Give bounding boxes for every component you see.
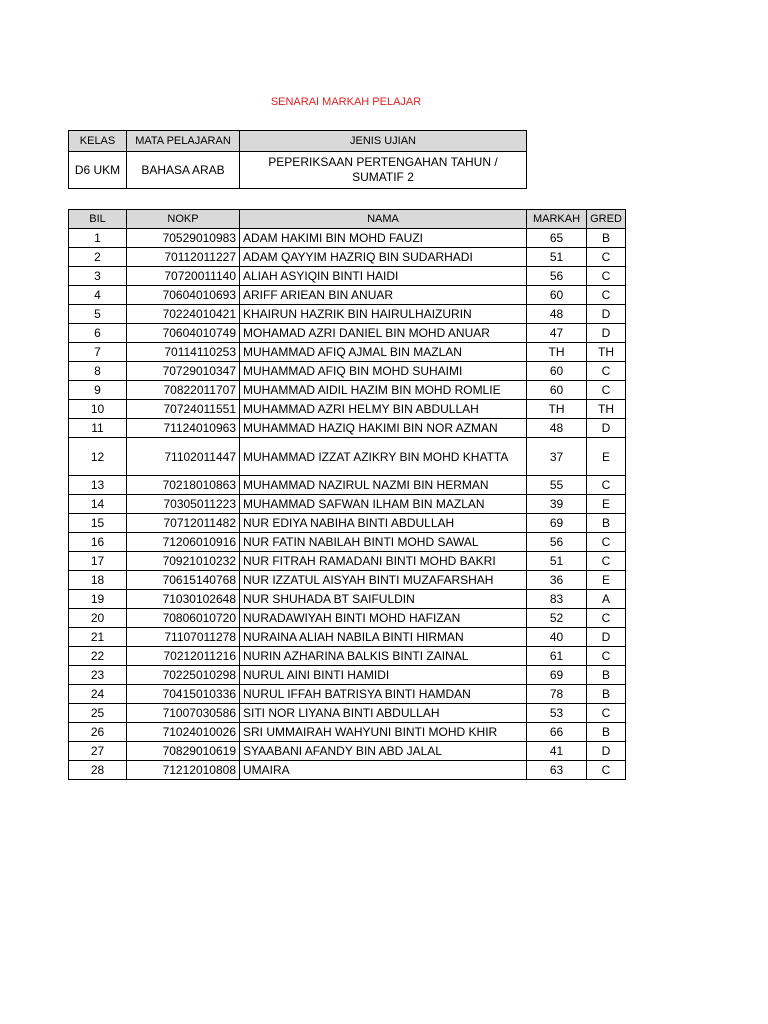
page-title: SENARAI MARKAH PELAJAR — [270, 96, 422, 108]
markah-cell: 37 — [527, 438, 587, 476]
markah-cell: 41 — [527, 742, 587, 761]
table-row — [69, 647, 626, 666]
gred-cell: B — [587, 685, 626, 704]
nama-cell: MUHAMMAD HAZIQ HAKIMI BIN NOR AZMAN — [240, 419, 527, 438]
nama-cell: ALIAH ASYIQIN BINTI HAIDI — [240, 267, 527, 286]
table-row — [69, 229, 626, 248]
bil-cell: 2 — [69, 248, 127, 267]
table-row — [69, 419, 626, 438]
nokp-cell: 70724011551 — [127, 400, 240, 419]
bil-cell: 17 — [69, 552, 127, 571]
table-row — [69, 704, 626, 723]
markah-cell: 53 — [527, 704, 587, 723]
bil-cell: 16 — [69, 533, 127, 552]
nokp-cell: 70822011707 — [127, 381, 240, 400]
nokp-cell: 70720011140 — [127, 267, 240, 286]
header-nama: NAMA — [240, 210, 527, 229]
table-row — [69, 571, 626, 590]
gred-cell: E — [587, 495, 626, 514]
nokp-cell: 71206010916 — [127, 533, 240, 552]
nama-cell: SITI NOR LIYANA BINTI ABDULLAH — [240, 704, 527, 723]
nokp-cell: 70112011227 — [127, 248, 240, 267]
table-row — [69, 590, 626, 609]
nama-cell: KHAIRUN HAZRIK BIN HAIRULHAIZURIN — [240, 305, 527, 324]
nama-cell: MOHAMAD AZRI DANIEL BIN MOHD ANUAR — [240, 324, 527, 343]
gred-cell: TH — [587, 343, 626, 362]
info-value-row — [69, 152, 527, 189]
nama-cell: ARIFF ARIEAN BIN ANUAR — [240, 286, 527, 305]
bil-cell: 19 — [69, 590, 127, 609]
gred-cell: B — [587, 666, 626, 685]
bil-cell: 10 — [69, 400, 127, 419]
nama-cell: NURAINA ALIAH NABILA BINTI HIRMAN — [240, 628, 527, 647]
markah-cell: 40 — [527, 628, 587, 647]
bil-cell: 23 — [69, 666, 127, 685]
bil-cell: 6 — [69, 324, 127, 343]
table-row — [69, 267, 626, 286]
nama-cell: NUR SHUHADA BT SAIFULDIN — [240, 590, 527, 609]
table-row — [69, 514, 626, 533]
bil-cell: 27 — [69, 742, 127, 761]
table-row — [69, 609, 626, 628]
nama-cell: SYAABANI AFANDY BIN ABD JALAL — [240, 742, 527, 761]
gred-cell: C — [587, 248, 626, 267]
table-row — [69, 628, 626, 647]
gred-cell: C — [587, 704, 626, 723]
bil-cell: 24 — [69, 685, 127, 704]
gred-cell: E — [587, 438, 626, 476]
nokp-cell: 70712011482 — [127, 514, 240, 533]
markah-cell: 60 — [527, 381, 587, 400]
gred-cell: D — [587, 305, 626, 324]
bil-cell: 14 — [69, 495, 127, 514]
markah-cell: 78 — [527, 685, 587, 704]
nama-cell: MUHAMMAD SAFWAN ILHAM BIN MAZLAN — [240, 495, 527, 514]
nama-cell: MUHAMMAD AFIQ AJMAL BIN MAZLAN — [240, 343, 527, 362]
bil-cell: 7 — [69, 343, 127, 362]
gred-cell: C — [587, 533, 626, 552]
gred-cell: D — [587, 419, 626, 438]
markah-cell: 55 — [527, 476, 587, 495]
marks-header-row — [69, 210, 626, 229]
markah-cell: 66 — [527, 723, 587, 742]
nama-cell: NURADAWIYAH BINTI MOHD HAFIZAN — [240, 609, 527, 628]
table-row — [69, 685, 626, 704]
nokp-cell: 70921010232 — [127, 552, 240, 571]
table-row — [69, 438, 626, 476]
bil-cell: 9 — [69, 381, 127, 400]
nama-cell: MUHAMMAD NAZIRUL NAZMI BIN HERMAN — [240, 476, 527, 495]
nama-cell: NUR IZZATUL AISYAH BINTI MUZAFARSHAH — [240, 571, 527, 590]
nokp-cell: 70729010347 — [127, 362, 240, 381]
bil-cell: 15 — [69, 514, 127, 533]
header-gred: GRED — [587, 210, 626, 229]
markah-cell: 48 — [527, 305, 587, 324]
gred-cell: B — [587, 514, 626, 533]
bil-cell: 3 — [69, 267, 127, 286]
bil-cell: 22 — [69, 647, 127, 666]
nokp-cell: 70305011223 — [127, 495, 240, 514]
nama-cell: MUHAMMAD AZRI HELMY BIN ABDULLAH — [240, 400, 527, 419]
table-row — [69, 533, 626, 552]
gred-cell: D — [587, 742, 626, 761]
table-row — [69, 552, 626, 571]
markah-cell: 36 — [527, 571, 587, 590]
gred-cell: C — [587, 381, 626, 400]
nama-cell: MUHAMMAD AIDIL HAZIM BIN MOHD ROMLIE — [240, 381, 527, 400]
bil-cell: 5 — [69, 305, 127, 324]
header-kelas: KELAS — [69, 131, 127, 152]
nokp-cell: 71212010808 — [127, 761, 240, 780]
nama-cell: NURUL IFFAH BATRISYA BINTI HAMDAN — [240, 685, 527, 704]
markah-cell: 69 — [527, 666, 587, 685]
gred-cell: C — [587, 286, 626, 305]
gred-cell: C — [587, 267, 626, 286]
header-mata-pelajaran: MATA PELAJARAN — [127, 131, 240, 152]
nokp-cell: 71030102648 — [127, 590, 240, 609]
nama-cell: ADAM QAYYIM HAZRIQ BIN SUDARHADI — [240, 248, 527, 267]
bil-cell: 12 — [69, 438, 127, 476]
bil-cell: 8 — [69, 362, 127, 381]
nokp-cell: 71102011447 — [127, 438, 240, 476]
table-row — [69, 362, 626, 381]
bil-cell: 4 — [69, 286, 127, 305]
table-row — [69, 400, 626, 419]
header-jenis-ujian: JENIS UJIAN — [240, 131, 527, 152]
markah-cell: 60 — [527, 362, 587, 381]
nama-cell: ADAM HAKIMI BIN MOHD FAUZI — [240, 229, 527, 248]
nama-cell: MUHAMMAD IZZAT AZIKRY BIN MOHD KHATTA — [240, 438, 527, 476]
markah-cell: 39 — [527, 495, 587, 514]
bil-cell: 26 — [69, 723, 127, 742]
gred-cell: TH — [587, 400, 626, 419]
table-row — [69, 495, 626, 514]
markah-cell: 69 — [527, 514, 587, 533]
nokp-cell: 71107011278 — [127, 628, 240, 647]
bil-cell: 11 — [69, 419, 127, 438]
bil-cell: 18 — [69, 571, 127, 590]
nokp-cell: 70212011216 — [127, 647, 240, 666]
nokp-cell: 70218010863 — [127, 476, 240, 495]
nokp-cell: 70604010749 — [127, 324, 240, 343]
nokp-cell: 70806010720 — [127, 609, 240, 628]
markah-cell: TH — [527, 343, 587, 362]
info-header-row — [69, 131, 527, 152]
markah-cell: TH — [527, 400, 587, 419]
nokp-cell: 70529010983 — [127, 229, 240, 248]
header-bil: BIL — [69, 210, 127, 229]
markah-cell: 51 — [527, 552, 587, 571]
nama-cell: NURUL AINI BINTI HAMIDI — [240, 666, 527, 685]
nokp-cell: 70114110253 — [127, 343, 240, 362]
markah-cell: 56 — [527, 267, 587, 286]
nama-cell: NUR FATIN NABILAH BINTI MOHD SAWAL — [240, 533, 527, 552]
bil-cell: 28 — [69, 761, 127, 780]
table-row — [69, 343, 626, 362]
markah-cell: 61 — [527, 647, 587, 666]
gred-cell: E — [587, 571, 626, 590]
markah-cell: 48 — [527, 419, 587, 438]
table-row — [69, 666, 626, 685]
nokp-cell: 70615140768 — [127, 571, 240, 590]
bil-cell: 25 — [69, 704, 127, 723]
markah-cell: 65 — [527, 229, 587, 248]
gred-cell: D — [587, 628, 626, 647]
gred-cell: B — [587, 723, 626, 742]
nokp-cell: 71124010963 — [127, 419, 240, 438]
header-markah: MARKAH — [527, 210, 587, 229]
nokp-cell: 70829010619 — [127, 742, 240, 761]
nokp-cell: 70224010421 — [127, 305, 240, 324]
nama-cell: NURIN AZHARINA BALKIS BINTI ZAINAL — [240, 647, 527, 666]
table-row — [69, 286, 626, 305]
markah-cell: 47 — [527, 324, 587, 343]
marks-table — [68, 209, 626, 780]
markah-cell: 83 — [527, 590, 587, 609]
nama-cell: MUHAMMAD AFIQ BIN MOHD SUHAIMI — [240, 362, 527, 381]
gred-cell: A — [587, 590, 626, 609]
table-row — [69, 248, 626, 267]
kelas-value: D6 UKM — [69, 152, 127, 189]
table-row — [69, 723, 626, 742]
bil-cell: 13 — [69, 476, 127, 495]
gred-cell: C — [587, 609, 626, 628]
gred-cell: B — [587, 229, 626, 248]
info-table — [68, 130, 527, 189]
jenis-ujian-value: PEPERIKSAAN PERTENGAHAN TAHUN / SUMATIF 2 — [240, 152, 527, 189]
table-row — [69, 761, 626, 780]
table-row — [69, 381, 626, 400]
markah-cell: 56 — [527, 533, 587, 552]
header-nokp: NOKP — [127, 210, 240, 229]
marks-body — [69, 229, 626, 780]
nokp-cell: 70415010336 — [127, 685, 240, 704]
nama-cell: NUR EDIYA NABIHA BINTI ABDULLAH — [240, 514, 527, 533]
nokp-cell: 70225010298 — [127, 666, 240, 685]
gred-cell: D — [587, 324, 626, 343]
nama-cell: SRI UMMAIRAH WAHYUNI BINTI MOHD KHIR — [240, 723, 527, 742]
nokp-cell: 71007030586 — [127, 704, 240, 723]
gred-cell: C — [587, 761, 626, 780]
markah-cell: 60 — [527, 286, 587, 305]
gred-cell: C — [587, 647, 626, 666]
gred-cell: C — [587, 362, 626, 381]
nokp-cell: 70604010693 — [127, 286, 240, 305]
bil-cell: 1 — [69, 229, 127, 248]
table-row — [69, 324, 626, 343]
gred-cell: C — [587, 476, 626, 495]
table-row — [69, 476, 626, 495]
markah-cell: 63 — [527, 761, 587, 780]
table-row — [69, 742, 626, 761]
nama-cell: UMAIRA — [240, 761, 527, 780]
mata-pelajaran-value: BAHASA ARAB — [127, 152, 240, 189]
gred-cell: C — [587, 552, 626, 571]
nama-cell: NUR FITRAH RAMADANI BINTI MOHD BAKRI — [240, 552, 527, 571]
bil-cell: 21 — [69, 628, 127, 647]
markah-cell: 51 — [527, 248, 587, 267]
nokp-cell: 71024010026 — [127, 723, 240, 742]
table-row — [69, 305, 626, 324]
bil-cell: 20 — [69, 609, 127, 628]
markah-cell: 52 — [527, 609, 587, 628]
